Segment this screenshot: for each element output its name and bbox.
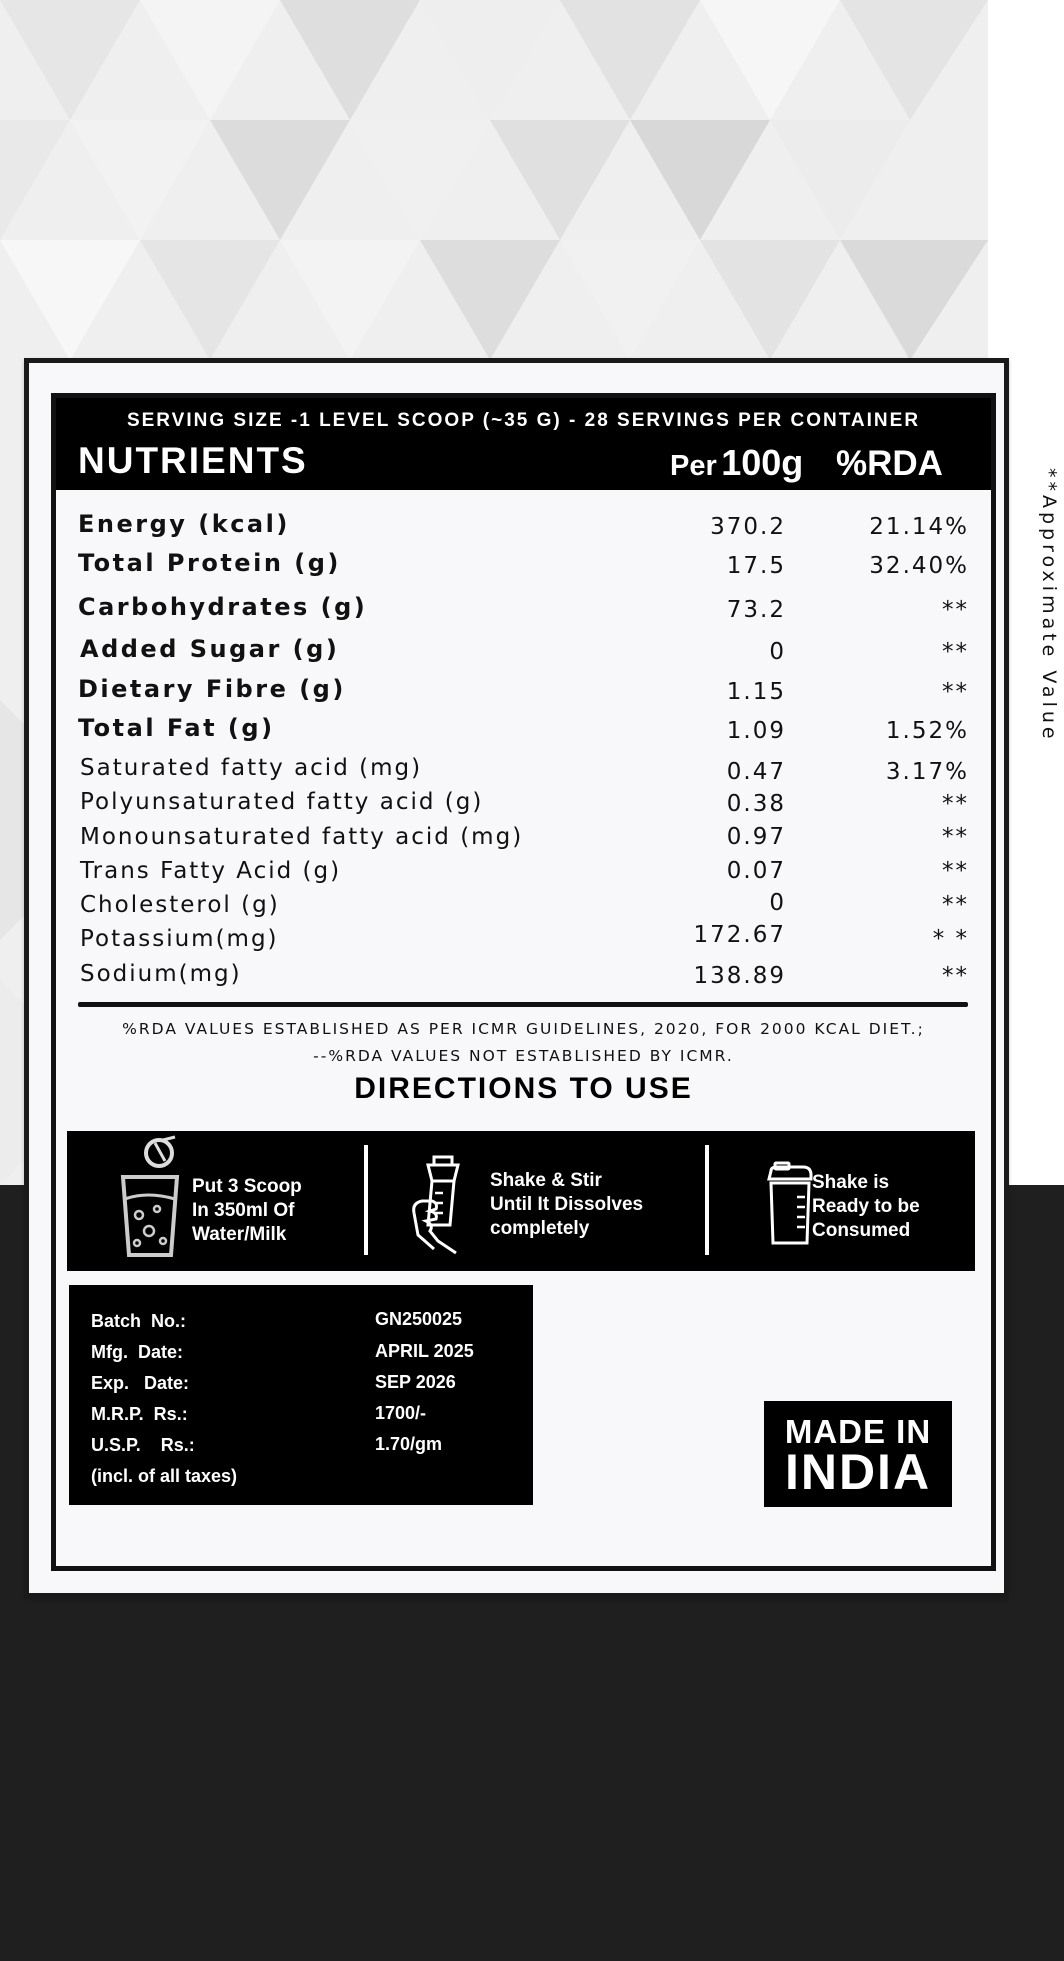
glass-scoop-icon bbox=[117, 1133, 187, 1261]
nutrient-rda: ** bbox=[942, 858, 969, 884]
approximate-value-note: **Approximate Value bbox=[1038, 468, 1060, 743]
nutrient-name: Potassium(mg) bbox=[80, 926, 279, 952]
nutrition-label-card bbox=[24, 358, 1009, 1598]
nutrient-rda: ** bbox=[942, 639, 969, 665]
mfg-date-label: Mfg. Date: bbox=[91, 1342, 183, 1362]
nutrient-name: Dietary Fibre (g) bbox=[78, 675, 346, 703]
exp-date-value: SEP 2026 bbox=[375, 1372, 456, 1392]
nutrient-row bbox=[56, 824, 991, 854]
taxes-note: (incl. of all taxes) bbox=[91, 1466, 238, 1486]
nutrient-value: 172.67 bbox=[693, 922, 786, 948]
nutrient-row bbox=[56, 635, 991, 665]
usp-label: U.S.P. Rs.: bbox=[91, 1435, 195, 1455]
exp-date-label: Exp. Date: bbox=[91, 1373, 190, 1393]
nutrient-rda: ** bbox=[942, 597, 969, 623]
per-100g-heading bbox=[670, 442, 803, 484]
nutrient-rda: ** bbox=[942, 679, 969, 705]
shaker-bottle-icon bbox=[765, 1161, 815, 1247]
batch-no-label: Batch No.: bbox=[91, 1311, 187, 1331]
nutrition-header bbox=[56, 398, 991, 490]
directions-steps bbox=[67, 1131, 975, 1271]
mrp-label: M.R.P. Rs.: bbox=[91, 1404, 188, 1424]
nutrient-rda: ** bbox=[942, 892, 969, 918]
nutrient-row bbox=[56, 892, 991, 922]
mrp-value: 1700/- bbox=[375, 1403, 427, 1423]
nutrient-rda: ** bbox=[942, 963, 969, 989]
nutrient-name: Sodium(mg) bbox=[80, 961, 242, 987]
per-amount: 100g bbox=[721, 442, 804, 483]
nutrient-rda: 1.52% bbox=[885, 718, 969, 744]
step-3-text: Shake is Ready to be Consumed bbox=[812, 1172, 920, 1241]
nutrient-row bbox=[56, 961, 991, 991]
nutrient-value: 0.47 bbox=[726, 759, 786, 785]
nutrient-row bbox=[56, 755, 991, 785]
step-1-text: Put 3 Scoop In 350ml Of Water/Milk bbox=[192, 1176, 302, 1245]
nutrient-rda: ** bbox=[942, 824, 969, 850]
batch-details bbox=[69, 1285, 533, 1505]
nutrient-value: 0.07 bbox=[726, 858, 786, 884]
nutrient-name: Total Fat (g) bbox=[78, 714, 275, 742]
nutrient-value: 0.38 bbox=[726, 791, 786, 817]
nutrient-value: 0 bbox=[769, 890, 786, 916]
nutrient-value: 1.09 bbox=[726, 718, 786, 744]
nutrient-name: Monounsaturated fatty acid (mg) bbox=[80, 824, 524, 850]
nutrient-value: 138.89 bbox=[693, 963, 786, 989]
step-3 bbox=[709, 1131, 975, 1271]
nutrient-value: 73.2 bbox=[726, 597, 786, 623]
nutrient-name: Carbohydrates (g) bbox=[78, 593, 368, 621]
step-1 bbox=[67, 1131, 367, 1271]
nutrient-value: 0.97 bbox=[726, 824, 786, 850]
nutrient-rda: 32.40% bbox=[869, 553, 969, 579]
nutrient-row bbox=[56, 593, 991, 623]
rda-heading: %RDA bbox=[836, 444, 943, 483]
nutrient-value: 0 bbox=[769, 639, 786, 665]
nutrient-row bbox=[56, 858, 991, 888]
made-in-text: MADE IN bbox=[784, 1413, 932, 1450]
rda-note-not-established: --%RDA VALUES NOT ESTABLISHED BY ICMR. bbox=[313, 1047, 734, 1065]
directions-title: DIRECTIONS TO USE bbox=[354, 1072, 693, 1105]
nutrient-name: Energy (kcal) bbox=[78, 510, 290, 538]
nutrient-row bbox=[56, 675, 991, 705]
nutrient-row bbox=[56, 789, 991, 819]
nutrient-row bbox=[56, 510, 991, 540]
hand-shaker-icon bbox=[410, 1155, 476, 1255]
nutrient-name: Saturated fatty acid (mg) bbox=[80, 755, 423, 781]
serving-size: SERVING SIZE -1 LEVEL SCOOP (~35 G) - 28 SERVINGS PER CONTAINER bbox=[126, 410, 921, 431]
batch-no-value: GN250025 bbox=[375, 1309, 463, 1329]
nutrient-value: 370.2 bbox=[710, 514, 786, 540]
nutrient-rda: ** bbox=[942, 791, 969, 817]
per-label: Per bbox=[670, 450, 717, 482]
nutrient-row bbox=[56, 714, 991, 744]
nutrient-name: Trans Fatty Acid (g) bbox=[80, 858, 342, 884]
step-2-text: Shake & Stir Until It Dissolves completely bbox=[490, 1170, 644, 1239]
nutrient-rda: * * bbox=[932, 926, 969, 952]
made-in-india-badge bbox=[764, 1401, 952, 1507]
nutrient-name: Cholesterol (g) bbox=[80, 892, 280, 918]
nutrient-name: Added Sugar (g) bbox=[80, 635, 340, 663]
nutrient-value: 17.5 bbox=[726, 553, 786, 579]
nutrient-row bbox=[56, 549, 991, 579]
rda-note-established: %RDA VALUES ESTABLISHED AS PER ICMR GUIDELINES, 2020, FOR 2000 KCAL DIET.; bbox=[122, 1020, 925, 1038]
nutrient-name: Total Protein (g) bbox=[78, 549, 341, 577]
nutrient-row bbox=[56, 922, 991, 956]
table-divider bbox=[78, 1002, 968, 1007]
nutrients-heading: NUTRIENTS bbox=[78, 440, 308, 481]
usp-value: 1.70/gm bbox=[375, 1434, 443, 1454]
nutrient-name: Polyunsaturated fatty acid (g) bbox=[80, 789, 484, 815]
nutrient-value: 1.15 bbox=[726, 679, 786, 705]
nutrient-rda: 3.17% bbox=[885, 759, 969, 785]
india-text: INDIA bbox=[784, 1444, 932, 1500]
nutrition-panel bbox=[51, 393, 996, 1571]
mfg-date-value: APRIL 2025 bbox=[375, 1341, 474, 1361]
step-2 bbox=[368, 1131, 705, 1271]
nutrient-rda: 21.14% bbox=[869, 514, 969, 540]
